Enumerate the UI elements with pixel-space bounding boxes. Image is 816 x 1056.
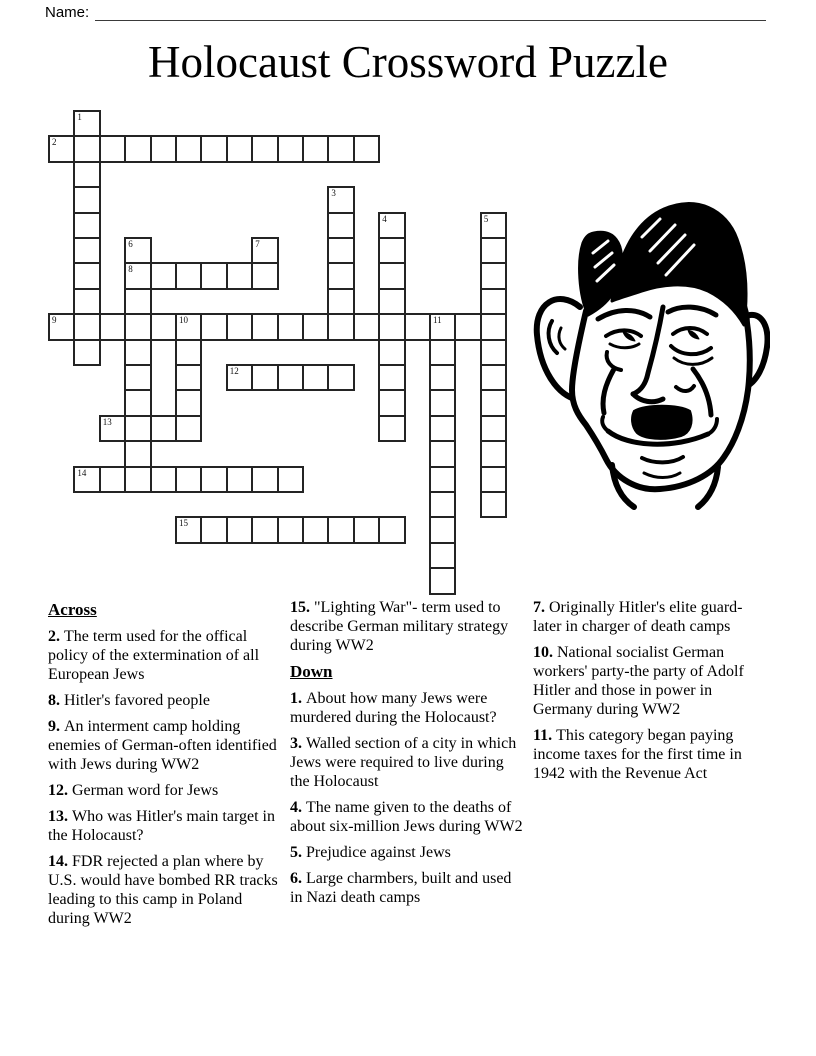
clue-number-label: 4 (382, 213, 387, 224)
crossword-cell[interactable] (327, 313, 354, 340)
crossword-cell[interactable] (73, 110, 100, 137)
crossword-cell[interactable] (226, 516, 253, 543)
crossword-cell[interactable] (73, 466, 100, 493)
crossword-cell[interactable] (429, 339, 456, 366)
name-row (45, 4, 766, 21)
crossword-cell[interactable] (124, 262, 151, 289)
crossword-cell[interactable] (353, 516, 380, 543)
clue-item-14: 14. FDR rejected a plan where by U.S. would have bombed RR tracks leading to this camp in Poland during WW2 (48, 853, 278, 927)
crossword-cell[interactable] (327, 262, 354, 289)
crossword-cell[interactable] (480, 491, 507, 518)
clue-number-label: 6 (128, 239, 133, 249)
name-label: Name: (45, 4, 90, 21)
crossword-cell[interactable] (226, 364, 253, 391)
crossword-cell[interactable] (327, 212, 354, 239)
crossword-cell[interactable] (175, 389, 202, 416)
clue-number-label: 1 (77, 112, 82, 122)
crossword-cell[interactable] (175, 135, 202, 162)
clues-column-2 (290, 598, 523, 914)
crossword-cell[interactable] (150, 135, 177, 162)
crossword-cell[interactable] (200, 262, 227, 289)
crossword-cell[interactable] (480, 288, 507, 315)
crossword-cell[interactable] (480, 466, 507, 493)
crossword-cell[interactable] (200, 135, 227, 162)
crossword-cell[interactable] (327, 516, 354, 543)
clue-number-label: 13 (102, 416, 112, 427)
crossword-cell[interactable] (175, 339, 202, 366)
crossword-cell[interactable] (175, 364, 202, 391)
clue-item-10: 10. National socialist German workers' party-the party of Adolf Hitler and those in power in Germany during WW2 (533, 644, 744, 718)
crossword-cell[interactable] (73, 161, 100, 188)
crossword-cell[interactable] (73, 262, 100, 289)
crossword-cell[interactable] (327, 364, 354, 391)
crossword-cell[interactable] (429, 364, 456, 391)
crossword-cell[interactable] (404, 313, 431, 340)
clue-number-label: 12 (229, 366, 239, 376)
crossword-cell[interactable] (429, 389, 456, 416)
crossword-cell[interactable] (302, 135, 329, 162)
crossword-cell[interactable] (327, 237, 354, 264)
crossword-cell[interactable] (353, 313, 380, 340)
crossword-cell[interactable] (429, 542, 456, 569)
crossword-cell[interactable] (480, 440, 507, 467)
crossword-cell[interactable] (378, 237, 405, 264)
crossword-cell[interactable] (124, 237, 151, 264)
clue-item-4: 4. The name given to the deaths of about six-million Jews during WW2 (290, 799, 523, 835)
name-fill-in-line[interactable] (95, 4, 766, 21)
clue-number-label: 7 (255, 239, 260, 249)
clue-item-8: 8. Hitler's favored people (48, 692, 210, 709)
mustache (632, 406, 692, 439)
crossword-cell[interactable] (124, 339, 151, 366)
crossword-cell[interactable] (73, 237, 100, 264)
crossword-cell[interactable] (378, 212, 405, 239)
crossword-cell[interactable] (378, 288, 405, 315)
crossword-cell[interactable] (429, 567, 456, 594)
crossword-cell[interactable] (378, 313, 405, 340)
crossword-cell[interactable] (251, 466, 278, 493)
crossword-cell[interactable] (429, 491, 456, 518)
crossword-cell[interactable] (48, 135, 75, 162)
page-title: Holocaust Crossword Puzzle (148, 37, 668, 87)
clue-item-6: 6. Large charmbers, built and used in Nazi death camps (290, 870, 512, 906)
crossword-cell[interactable] (251, 364, 278, 391)
crossword-cell[interactable] (327, 186, 354, 213)
crossword-cell[interactable] (73, 313, 100, 340)
crossword-cell[interactable] (480, 339, 507, 366)
crossword-cell[interactable] (200, 516, 227, 543)
crossword-cell[interactable] (124, 288, 151, 315)
clue-item-11: 11. This category began paying income taxes for the first time in 1942 with the Revenue Act (533, 727, 742, 782)
clues-section-heading-down: Down (290, 662, 333, 681)
crossword-cell[interactable] (226, 313, 253, 340)
crossword-cell[interactable] (124, 389, 151, 416)
clue-item-5: 5. Prejudice against Jews (290, 844, 451, 861)
crossword-cell[interactable] (251, 237, 278, 264)
crossword-cell[interactable] (251, 135, 278, 162)
clue-number-label: 9 (52, 315, 57, 326)
crossword-cell[interactable] (73, 288, 100, 315)
crossword-cell[interactable] (429, 313, 456, 340)
crossword-cell[interactable] (99, 313, 126, 340)
crossword-cell[interactable] (200, 466, 227, 493)
crossword-cell[interactable] (124, 135, 151, 162)
crossword-cell[interactable] (429, 466, 456, 493)
crossword-cell[interactable] (429, 440, 456, 467)
crossword-cell[interactable] (378, 415, 405, 442)
clue-number-label: 15 (179, 518, 188, 529)
crossword-cell[interactable] (99, 415, 126, 442)
crossword-cell[interactable] (277, 516, 304, 543)
crossword-cell[interactable] (480, 237, 507, 264)
crossword-cell[interactable] (175, 415, 202, 442)
crossword-cell[interactable] (429, 415, 456, 442)
clue-item-7: 7. Originally Hitler's elite guard- later in charger of death camps (533, 599, 743, 635)
crossword-cell[interactable] (226, 262, 253, 289)
crossword-cell[interactable] (175, 262, 202, 289)
crossword-cell[interactable] (277, 364, 304, 391)
crossword-cell[interactable] (480, 389, 507, 416)
crossword-cell[interactable] (378, 262, 405, 289)
clues-column-1 (48, 598, 278, 935)
crossword-cell[interactable] (175, 516, 202, 543)
clue-number-label: 2 (52, 137, 57, 148)
crossword-cell[interactable] (480, 262, 507, 289)
crossword-cell[interactable] (150, 262, 177, 289)
clue-number-label: 11 (433, 315, 442, 326)
hitler-caricature-illustration (520, 185, 770, 515)
crossword-cell[interactable] (277, 466, 304, 493)
crossword-cell[interactable] (327, 135, 354, 162)
crossword-cell[interactable] (175, 466, 202, 493)
crossword-cell[interactable] (480, 313, 507, 340)
crossword-cell[interactable] (480, 364, 507, 391)
crossword-cell[interactable] (251, 516, 278, 543)
crossword-cell[interactable] (73, 135, 100, 162)
crossword-cell[interactable] (277, 135, 304, 162)
crossword-cell[interactable] (251, 262, 278, 289)
crossword-cell[interactable] (124, 313, 151, 340)
crossword-cell[interactable] (302, 313, 329, 340)
clue-item-12: 12. German word for Jews (48, 782, 219, 799)
clue-number-label: 3 (331, 188, 336, 199)
clue-number-label: 10 (179, 315, 188, 326)
crossword-cell[interactable] (73, 339, 100, 366)
clues-column-3 (533, 598, 767, 790)
crossword-cell[interactable] (378, 339, 405, 366)
crossword-cell[interactable] (327, 288, 354, 315)
clues-section-heading-across: Across (48, 600, 97, 619)
crossword-cell[interactable] (150, 466, 177, 493)
crossword-cell[interactable] (226, 466, 253, 493)
crossword-cell[interactable] (48, 313, 75, 340)
crossword-cell[interactable] (429, 516, 456, 543)
crossword-cell[interactable] (302, 364, 329, 391)
clue-item-9: 9. An interment camp holding enemies of German-often identified with Jews during WW2 (48, 718, 277, 773)
crossword-cell[interactable] (150, 415, 177, 442)
crossword-cell[interactable] (124, 440, 151, 467)
crossword-cell[interactable] (378, 516, 405, 543)
crossword-cell[interactable] (454, 313, 481, 340)
crossword-cell[interactable] (99, 135, 126, 162)
crossword-cell[interactable] (73, 212, 100, 239)
clue-item-1: 1. About how many Jews were murdered during the Holocaust? (290, 690, 497, 726)
crossword-cell[interactable] (251, 313, 278, 340)
crossword-cell[interactable] (99, 466, 126, 493)
clue-item-3: 3. Walled section of a city in which Jews were required to live during the Holocaust (290, 735, 517, 790)
clue-item-2: 2. The term used for the offical policy of the extermination of all European Jews (48, 628, 260, 683)
crossword-cell[interactable] (480, 415, 507, 442)
crossword-grid (48, 110, 507, 595)
crossword-cell[interactable] (175, 313, 202, 340)
clue-number-label: 5 (483, 213, 489, 224)
crossword-cell[interactable] (378, 389, 405, 416)
crossword-cell[interactable] (378, 364, 405, 391)
crossword-cell[interactable] (73, 186, 100, 213)
crossword-cell[interactable] (124, 415, 151, 442)
crossword-cell[interactable] (353, 135, 380, 162)
crossword-cell[interactable] (124, 364, 151, 391)
clue-number-label: 14 (77, 467, 87, 478)
clue-item-15: 15. "Lighting War"- term used to describe German military strategy during WW2 (290, 599, 509, 654)
clue-number-label: 8 (128, 264, 133, 275)
clue-item-13: 13. Who was Hitler's main target in the Holocaust? (48, 808, 275, 844)
crossword-cell[interactable] (480, 212, 507, 239)
crossword-cell[interactable] (150, 313, 177, 340)
crossword-cell[interactable] (124, 466, 151, 493)
crossword-cell[interactable] (200, 313, 227, 340)
crossword-cell[interactable] (226, 135, 253, 162)
crossword-cell[interactable] (277, 313, 304, 340)
crossword-cell[interactable] (302, 516, 329, 543)
